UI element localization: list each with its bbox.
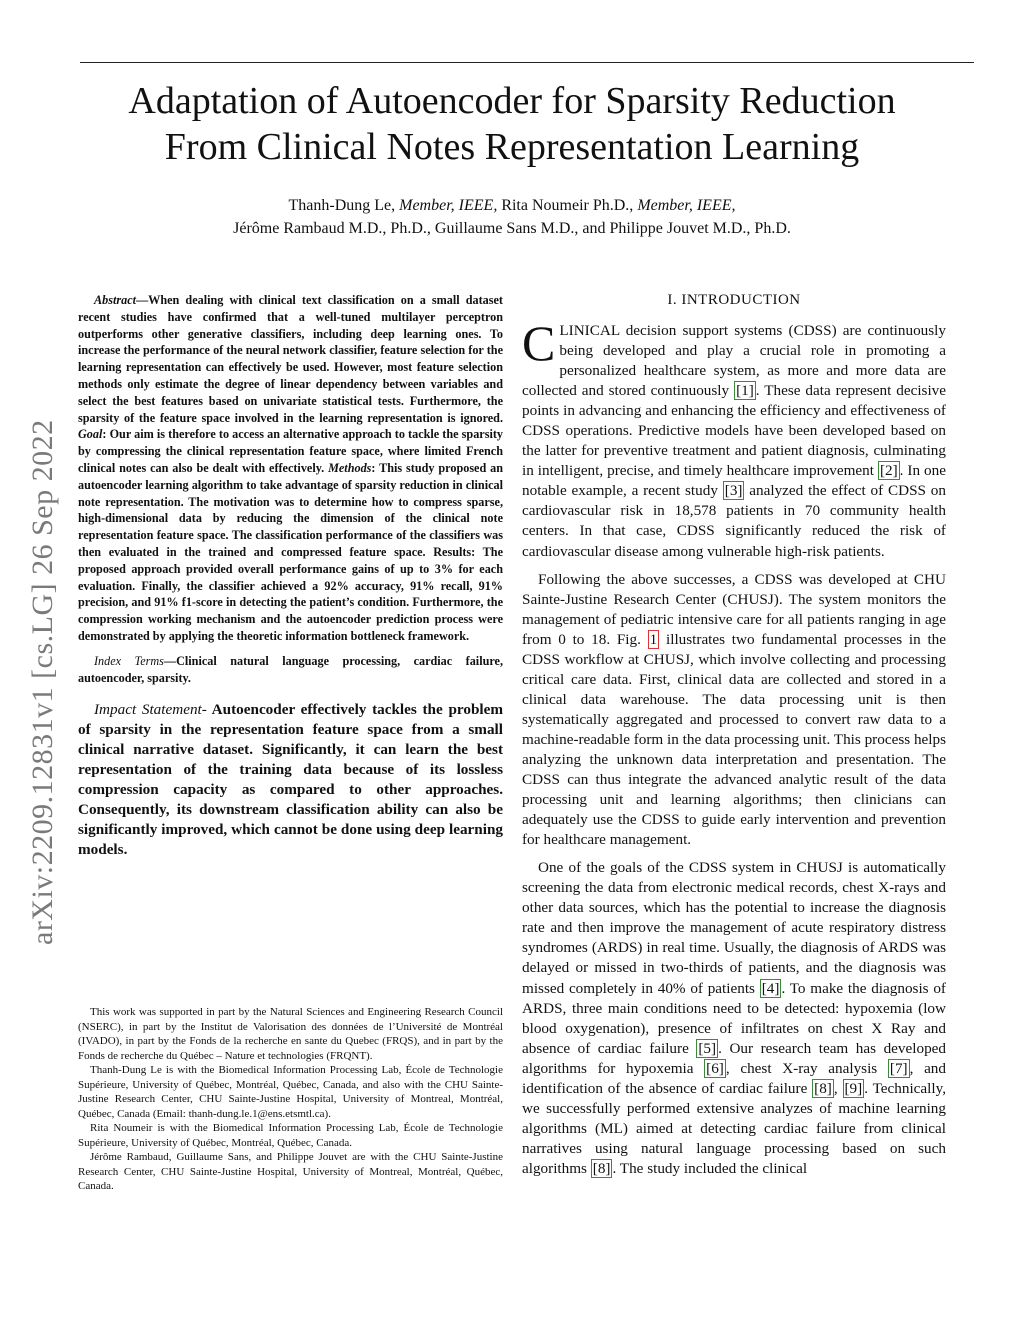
intro-p3-text-g: . Technically, we successfully performed extensive analyzes of machine learning algorithms (ML) aimed at detecting cardiac failure from clinical narratives using natural language processing based on such algorithms (522, 1079, 946, 1177)
abstract-label: Abstract (94, 293, 136, 307)
intro-paragraph-3 (522, 858, 946, 1179)
section-heading-introduction: I. INTRODUCTION (667, 292, 801, 308)
title-line-1: Adaptation of Autoencoder for Sparsity Reduction (128, 80, 896, 122)
intro-p3-text-b: . To make the diagnosis of ARDS, three main conditions need to be detected: hypoxemia (low blood oxygenation), presence of infiltrates on chest X Ray and absence of cardiac failure (522, 979, 946, 1057)
citation-link[interactable]: [8] (592, 1159, 611, 1177)
intro-p3-text-c: . Our research team has developed algorithms for hypoxemia (522, 1039, 946, 1077)
footnote-author-3: Jérôme Rambaud, Guillaume Sans, and Philippe Jouvet are with the CHU Sainte-Justine Research Center, CHU Sainte-Justine Hospital, University of Montreal, Montréal, Québec, Canada. (78, 1151, 503, 1192)
title-line-2: From Clinical Notes Representation Learning (164, 126, 860, 168)
impact-text: Autoencoder effectively tackles the problem of sparsity in the representation feature space from a small clinical narrative dataset. Significantly, it can learn the best representation of the training data because of its lossless compression capacity as compared to other approaches. Consequently, its downstream classification ability can also be significantly improved, which cannot be done using deep learning models. (78, 701, 504, 859)
index-terms (78, 653, 503, 687)
impact-statement (78, 700, 503, 860)
impact-label: Impact Statement- (94, 701, 207, 719)
footnote-author-1: Thanh-Dung Le is with the Biomedical Information Processing Lab, École de Technologie Supérieure, University of Québec, Montréal, Québec, Canada, and also with the CHU Sainte-Justine Research Center, CHU Sainte-Justine Hospital, University of Montreal, Montréal, Québec, Canada (Email: thanh-dung.le.1@ens.etsmtl.ca). (78, 1064, 503, 1120)
footnote-author-2: Rita Noumeir is with the Biomedical Information Processing Lab, École de Technologie Supérieure, University of Québec, Montréal, Québec, Canada. (78, 1122, 503, 1149)
citation-link[interactable]: [3] (724, 482, 743, 500)
abstract-text-3: : This study proposed an autoencoder learning algorithm to take advantage of sparsity reduction in clinical note representation. The motivation was to determine how to compress sparse, high-dimensional data by reducing the dimension of the clinical note representation feature space. The classification performance of the classifiers was then evaluated in the trained and compressed feature space. Results: The proposed approach provided overall performance gains of up to 3% for each evaluation. Finally, the classifier achieved a 92% accuracy, 91% recall, 91% precision, and 91% f1-score in detecting the patient’s condition. Furthermore, the compression working mechanism and the autoencoder prediction process were demonstrated by applying the theoretic information bottleneck framework. (78, 460, 503, 643)
citation-link[interactable]: [5] (698, 1039, 717, 1057)
citation-link[interactable]: [8] (814, 1079, 832, 1097)
intro-paragraph-1 (522, 315, 947, 562)
index-terms-text: —Clinical natural language processing, cardiac failure, autoencoder, sparsity. (78, 653, 503, 685)
abstract-text-1: —When dealing with clinical text classification on a small dataset recent studies have confirmed that a well-tuned multilayer perceptron outperforms other generative classifiers, including deep learning ones. To increase the performance of the neural network classifier, feature selection for the learning representation can effectively be used. However, most feature selection methods only estimate the degree of linear dependency between variables and select the best features based on univariate statistical tests. Furthermore, the sparsity of the feature space involved in the learning representation is ignored. (78, 293, 503, 425)
intro-p1-text-d: analyzed the effect of CDSS on cardiovascular risk in 18,578 patients in 70 community health centers. In that case, CDSS significantly reduced the risk of cardiovascular disease among vulnerable high-risk patients. (522, 482, 946, 560)
index-terms-label: Index Terms (94, 653, 164, 668)
intro-p2-text-b: illustrates two fundamental processes in the CDSS workflow at CHUSJ, which involve collecting and processing critical care data. First, clinical data are collected and stored in a clinical data warehouse. The data processing unit is then systematically aggregated and processed to convert raw data to a machine-readable form in the data processing unit. This process helps analyzing the unknown data interpretation and presentation. The CDSS can thus integrate the advanced analytic result of the data processing unit and learning algorithms; then clinicians can adequately use the CDSS to guide early intervention and prevention for healthcare management. (522, 630, 946, 849)
intro-p1-text-c: . In one notable example, a recent study (522, 462, 946, 500)
right-column (522, 292, 946, 1187)
author-2-role: Member, IEEE, (637, 197, 736, 214)
intro-p3-text-f: , (833, 1079, 843, 1097)
author-1-role: Member, IEEE, (399, 197, 498, 214)
drop-cap: C (522, 315, 556, 371)
intro-p3-text-h: . The study included the clinical (612, 1159, 808, 1177)
citation-link[interactable]: [7] (889, 1059, 908, 1077)
intro-p2-text-a: Following the above successes, a CDSS was developed at CHU Sainte-Justine Research Center (CHUSJ). The system monitors the management of pediatric intensive care for all patients ranging in age from 0 to 18. Fig. (522, 570, 946, 648)
paper-title (60, 78, 964, 170)
figure-link[interactable]: 1 (649, 630, 658, 648)
citation-link[interactable]: [6] (706, 1059, 724, 1077)
author-line-2: Jérôme Rambaud M.D., Ph.D., Guillaume Sans M.D., and Philippe Jouvet M.D., Ph.D. (233, 220, 791, 237)
footnote-funding: This work was supported in part by the Natural Sciences and Engineering Research Council (NSERC), in part by the Institut de Valorisation des données de l’Université de Montréal (IVADO), in part by the Fonds de la recherche en sante du Quebec (FRQS), and in part by the Fonds de recherche du Québec – Nature et technologies (FRQNT). (78, 1006, 503, 1062)
intro-p1-text-a: LINICAL decision support systems (CDSS) are continuously being developed and play a crucial role in promoting a personalized healthcare system, as more and more data are collected and stored continuously (522, 322, 946, 400)
citation-link[interactable]: [2] (879, 462, 898, 480)
arxiv-stamp: arXiv:2209.12831v1 [cs.LG] 26 Sep 2022 (26, 419, 59, 945)
footnotes (78, 1005, 503, 1194)
citation-link[interactable]: [4] (761, 979, 780, 997)
author-1-name: Thanh-Dung Le, (288, 197, 400, 214)
intro-p3-text-d: , chest X-ray analysis (725, 1059, 888, 1077)
intro-p1-text-b: . These data represent decisive points in advancing and enhancing the efficiency and effectiveness of CDSS operations. Predictive models have been developed based on the latter for preventive treatment and patient diagnosis, culminating in intelligent, precise, and timely healthcare improvement (522, 382, 947, 480)
goal-label: Goal (78, 427, 103, 442)
abstract (78, 292, 503, 645)
intro-p3-text-a: One of the goals of the CDSS system in CHUSJ is automatically screening the data from electronic medical records, chest X-rays and other data sources, which has the potential to increase the diagnosis rate and then improve the management of acute respiratory distress syndromes (ARDS) in real time. Usually, the diagnosis of ARDS was delayed or missed in two-thirds of patients, and the diagnosis was missed completely in 40% of patients (522, 859, 946, 997)
header-rule (80, 62, 974, 63)
author-list (60, 194, 964, 240)
intro-p3-text-e: , and identification of the absence of cardiac failure (522, 1059, 946, 1097)
left-column (78, 292, 503, 860)
methods-label: Methods (328, 460, 372, 475)
abstract-text-2: : Our aim is therefore to access an alternative approach to tackle the sparsity by compressing the clinical representation feature space, where limited French clinical notes can also be dealt with effectively. (78, 427, 503, 475)
author-2-name: Rita Noumeir Ph.D., (497, 197, 638, 214)
citation-link[interactable]: [1] (736, 382, 754, 400)
intro-paragraph-2 (522, 570, 946, 851)
citation-link[interactable]: [9] (844, 1079, 863, 1097)
